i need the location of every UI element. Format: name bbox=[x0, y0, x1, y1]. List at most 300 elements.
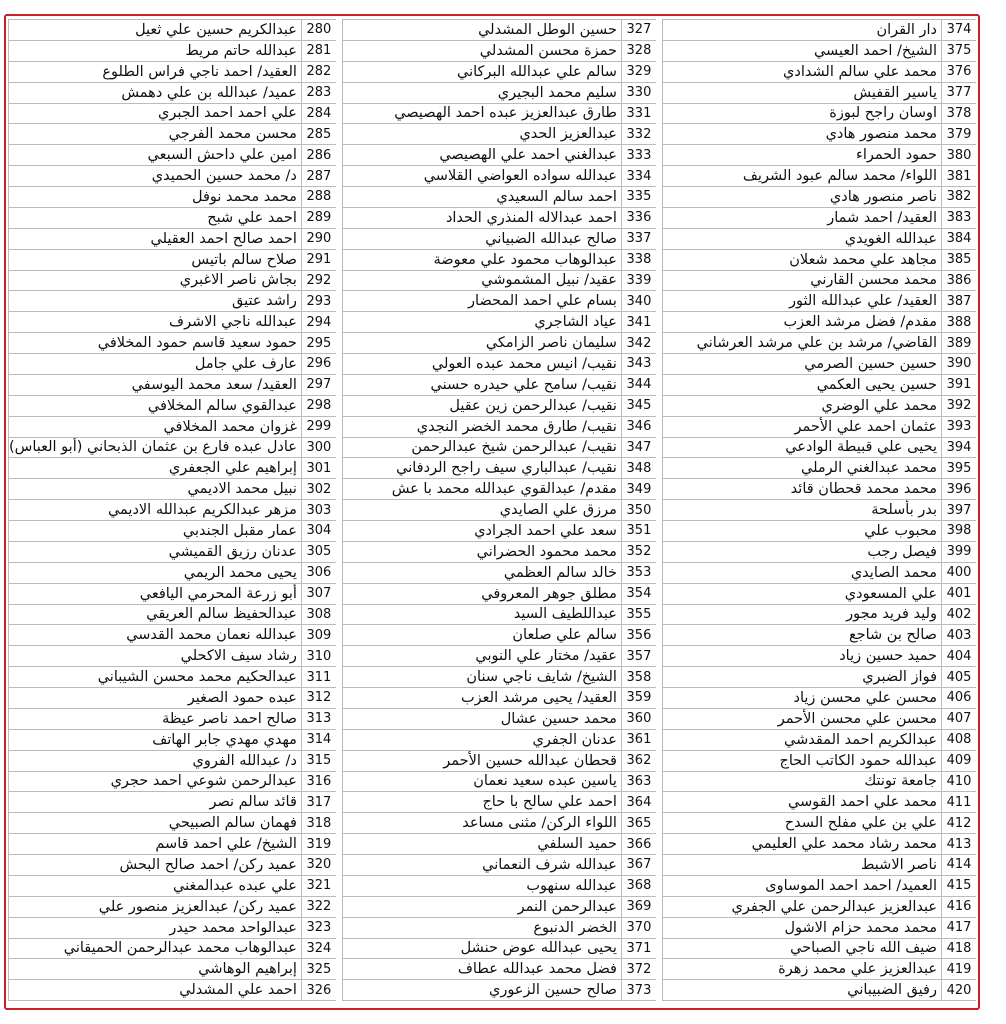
table-row bbox=[342, 563, 656, 584]
row-name: عقيد/ مختار علي النوبي bbox=[342, 646, 621, 666]
row-name: صالح بن شاجع bbox=[662, 625, 941, 645]
row-number: 416 bbox=[941, 897, 976, 917]
row-name: مجاهد علي محمد شعلان bbox=[662, 250, 941, 270]
row-number: 390 bbox=[941, 354, 976, 374]
table-row bbox=[8, 751, 336, 772]
row-name: عبدالقوي سالم المخلافي bbox=[8, 396, 301, 416]
table-row bbox=[342, 291, 656, 312]
table-row bbox=[662, 646, 976, 667]
row-name: عدنان رزيق القميشي bbox=[8, 542, 301, 562]
table-row bbox=[342, 792, 656, 813]
table-column bbox=[8, 19, 336, 1001]
table-row bbox=[8, 354, 336, 375]
row-name: عبدالله نعمان محمد القدسي bbox=[8, 625, 301, 645]
row-number: 353 bbox=[621, 563, 656, 583]
row-name: العقيد/ احمد شمار bbox=[662, 208, 941, 228]
row-name: صلاح سالم باتيس bbox=[8, 250, 301, 270]
row-number: 325 bbox=[301, 959, 336, 979]
table-row bbox=[8, 271, 336, 292]
row-number: 387 bbox=[941, 291, 976, 311]
table-row bbox=[342, 458, 656, 479]
row-name: مقدم/ فضل مرشد العزب bbox=[662, 312, 941, 332]
row-number: 384 bbox=[941, 229, 976, 249]
row-name: محمد عبدالغني الرملي bbox=[662, 458, 941, 478]
row-number: 302 bbox=[301, 479, 336, 499]
row-number: 326 bbox=[301, 980, 336, 1000]
table-row bbox=[662, 333, 976, 354]
table-row bbox=[342, 145, 656, 166]
row-number: 355 bbox=[621, 605, 656, 625]
table-row bbox=[8, 542, 336, 563]
row-name: عبدالله سنهوب bbox=[342, 876, 621, 896]
row-number: 361 bbox=[621, 730, 656, 750]
table-row bbox=[662, 688, 976, 709]
row-name: الشيخ/ شايف ناجي سنان bbox=[342, 667, 621, 687]
row-number: 391 bbox=[941, 375, 976, 395]
row-number: 307 bbox=[301, 584, 336, 604]
row-name: عبدالله ناجي الاشرف bbox=[8, 312, 301, 332]
row-number: 362 bbox=[621, 751, 656, 771]
row-name: محسن علي محسن زياد bbox=[662, 688, 941, 708]
table-row bbox=[662, 521, 976, 542]
row-name: محمد رشاد محمد علي العليمي bbox=[662, 834, 941, 854]
table-row bbox=[342, 542, 656, 563]
table-row bbox=[8, 417, 336, 438]
row-number: 290 bbox=[301, 229, 336, 249]
table-row bbox=[8, 834, 336, 855]
table-column bbox=[342, 19, 656, 1001]
table-row bbox=[8, 792, 336, 813]
table-row bbox=[662, 542, 976, 563]
row-name: علي عبده عبدالمغني bbox=[8, 876, 301, 896]
row-name: ياسين عبده سعيد نعمان bbox=[342, 772, 621, 792]
row-name: الخضر الدنبوع bbox=[342, 918, 621, 938]
row-number: 398 bbox=[941, 521, 976, 541]
table-row bbox=[342, 479, 656, 500]
table-row bbox=[662, 709, 976, 730]
table-row bbox=[342, 187, 656, 208]
row-name: محمد محمد قحطان قائد bbox=[662, 479, 941, 499]
row-name: اللواء الركن/ مثنى مساعد bbox=[342, 813, 621, 833]
row-name: سليمان ناصر الزامكي bbox=[342, 333, 621, 353]
table-row bbox=[662, 834, 976, 855]
row-number: 306 bbox=[301, 563, 336, 583]
row-name: حمزة محسن المشدلي bbox=[342, 41, 621, 61]
row-number: 314 bbox=[301, 730, 336, 750]
table-row bbox=[662, 751, 976, 772]
row-name: محمد علي سالم الشدادي bbox=[662, 62, 941, 82]
table-row bbox=[8, 959, 336, 980]
row-number: 392 bbox=[941, 396, 976, 416]
row-number: 316 bbox=[301, 772, 336, 792]
row-name: عدنان الجفري bbox=[342, 730, 621, 750]
table-row bbox=[342, 62, 656, 83]
table-row bbox=[662, 124, 976, 145]
row-name: حسين حسين الصرمي bbox=[662, 354, 941, 374]
table-row bbox=[662, 396, 976, 417]
row-number: 321 bbox=[301, 876, 336, 896]
row-name: صالح احمد ناصر عيظة bbox=[8, 709, 301, 729]
row-name: عبدالله شرف النعماني bbox=[342, 855, 621, 875]
row-name: عميد ركن/ احمد صالح البحش bbox=[8, 855, 301, 875]
row-number: 357 bbox=[621, 646, 656, 666]
table-row bbox=[662, 187, 976, 208]
row-name: دار القران bbox=[662, 20, 941, 40]
row-number: 399 bbox=[941, 542, 976, 562]
table-row bbox=[662, 458, 976, 479]
row-name: ناصر منصور هادي bbox=[662, 187, 941, 207]
row-name: علي احمد احمد الجبري bbox=[8, 104, 301, 124]
table-row bbox=[8, 208, 336, 229]
row-name: وليد فريد مجور bbox=[662, 605, 941, 625]
row-name: عبدالوهاب محمد عبدالرحمن الحميقاني bbox=[8, 939, 301, 959]
row-number: 309 bbox=[301, 625, 336, 645]
table-row bbox=[8, 396, 336, 417]
row-name: سالم علي صلعان bbox=[342, 625, 621, 645]
row-name: مهدي مهدي جابر الهاتف bbox=[8, 730, 301, 750]
table-row bbox=[8, 166, 336, 187]
table-row bbox=[342, 333, 656, 354]
table-row bbox=[662, 145, 976, 166]
row-name: القاضي/ مرشد بن علي مرشد العرشاني bbox=[662, 333, 941, 353]
table-row bbox=[8, 375, 336, 396]
row-number: 284 bbox=[301, 104, 336, 124]
row-number: 404 bbox=[941, 646, 976, 666]
row-name: قحطان عبدالله حسين الأحمر bbox=[342, 751, 621, 771]
table-row bbox=[342, 918, 656, 939]
row-number: 364 bbox=[621, 792, 656, 812]
row-name: نبيل محمد الاديمي bbox=[8, 479, 301, 499]
table-column bbox=[662, 19, 976, 1001]
table-row bbox=[8, 438, 336, 459]
table-row bbox=[342, 500, 656, 521]
row-name: عثمان احمد علي الأحمر bbox=[662, 417, 941, 437]
row-name: الشيخ/ علي احمد قاسم bbox=[8, 834, 301, 854]
row-number: 308 bbox=[301, 605, 336, 625]
table-row bbox=[662, 959, 976, 980]
row-number: 322 bbox=[301, 897, 336, 917]
row-number: 408 bbox=[941, 730, 976, 750]
table-row bbox=[8, 62, 336, 83]
row-number: 335 bbox=[621, 187, 656, 207]
table-row bbox=[342, 772, 656, 793]
row-name: فواز الضبري bbox=[662, 667, 941, 687]
table-row bbox=[8, 876, 336, 897]
row-name: محمد محمود الحضراني bbox=[342, 542, 621, 562]
row-number: 378 bbox=[941, 104, 976, 124]
table-row bbox=[8, 83, 336, 104]
row-number: 295 bbox=[301, 333, 336, 353]
row-name: عياد الشاجري bbox=[342, 312, 621, 332]
row-name: نقيب/ عبدالرحمن زين عقيل bbox=[342, 396, 621, 416]
table-row bbox=[8, 104, 336, 125]
table-row bbox=[8, 730, 336, 751]
row-name: غزوان محمد المخلافي bbox=[8, 417, 301, 437]
row-name: عادل عبده فارع بن عثمان الذبحاني (أبو العباس) bbox=[8, 438, 301, 458]
table-row bbox=[8, 563, 336, 584]
table-row bbox=[342, 375, 656, 396]
row-number: 376 bbox=[941, 62, 976, 82]
row-number: 412 bbox=[941, 813, 976, 833]
row-name: احمد عبدالاله المنذري الحداد bbox=[342, 208, 621, 228]
row-name: محمد الصايدي bbox=[662, 563, 941, 583]
row-name: عبدالله حاتم مريط bbox=[8, 41, 301, 61]
table-row bbox=[342, 959, 656, 980]
table-row bbox=[8, 41, 336, 62]
row-name: يحيى علي قبيطة الوادعي bbox=[662, 438, 941, 458]
row-number: 374 bbox=[941, 20, 976, 40]
table-row bbox=[342, 646, 656, 667]
row-number: 331 bbox=[621, 104, 656, 124]
row-name: عبدالله سواده العواضي القلاسي bbox=[342, 166, 621, 186]
table-row bbox=[8, 772, 336, 793]
row-name: صالح حسين الزعوري bbox=[342, 980, 621, 1000]
row-number: 281 bbox=[301, 41, 336, 61]
row-name: عبدالعزيز عبدالرحمن علي الجفري bbox=[662, 897, 941, 917]
row-number: 292 bbox=[301, 271, 336, 291]
row-name: سليم محمد البجيري bbox=[342, 83, 621, 103]
row-number: 397 bbox=[941, 500, 976, 520]
row-number: 365 bbox=[621, 813, 656, 833]
row-name: مرزق علي الصايدي bbox=[342, 500, 621, 520]
row-name: عبدالعزيز علي محمد زهرة bbox=[662, 959, 941, 979]
table-row bbox=[8, 312, 336, 333]
row-number: 315 bbox=[301, 751, 336, 771]
row-number: 350 bbox=[621, 500, 656, 520]
row-number: 310 bbox=[301, 646, 336, 666]
row-name: العقيد/ سعد محمد اليوسفي bbox=[8, 375, 301, 395]
row-number: 347 bbox=[621, 438, 656, 458]
table-row bbox=[662, 83, 976, 104]
row-number: 403 bbox=[941, 625, 976, 645]
table-row bbox=[662, 166, 976, 187]
row-name: عقيد/ نبيل المشموشي bbox=[342, 271, 621, 291]
row-name: محسن علي محسن الأحمر bbox=[662, 709, 941, 729]
table-row bbox=[342, 688, 656, 709]
row-name: عميد ركن/ عبدالعزيز منصور علي bbox=[8, 897, 301, 917]
row-number: 420 bbox=[941, 980, 976, 1000]
table-row bbox=[662, 250, 976, 271]
row-number: 370 bbox=[621, 918, 656, 938]
row-name: عارف علي جامل bbox=[8, 354, 301, 374]
row-name: عبدالغني احمد علي الهصيصي bbox=[342, 145, 621, 165]
table-row bbox=[662, 876, 976, 897]
table-row bbox=[342, 709, 656, 730]
table-row bbox=[342, 751, 656, 772]
row-number: 417 bbox=[941, 918, 976, 938]
row-number: 346 bbox=[621, 417, 656, 437]
table-row bbox=[8, 124, 336, 145]
row-number: 386 bbox=[941, 271, 976, 291]
row-name: حمود سعيد قاسم حمود المخلافي bbox=[8, 333, 301, 353]
row-number: 289 bbox=[301, 208, 336, 228]
row-number: 380 bbox=[941, 145, 976, 165]
row-name: نقيب/ عبدالباري سيف راجح الردفاني bbox=[342, 458, 621, 478]
row-number: 330 bbox=[621, 83, 656, 103]
row-number: 389 bbox=[941, 333, 976, 353]
row-number: 395 bbox=[941, 458, 976, 478]
table-row bbox=[8, 918, 336, 939]
row-name: بدر بأسلحة bbox=[662, 500, 941, 520]
row-number: 333 bbox=[621, 145, 656, 165]
table-row bbox=[662, 354, 976, 375]
row-number: 405 bbox=[941, 667, 976, 687]
row-number: 354 bbox=[621, 584, 656, 604]
row-name: قائد سالم نصر bbox=[8, 792, 301, 812]
row-name: احمد علي المشدلي bbox=[8, 980, 301, 1000]
row-number: 373 bbox=[621, 980, 656, 1000]
row-number: 296 bbox=[301, 354, 336, 374]
row-name: ياسير القفيش bbox=[662, 83, 941, 103]
row-number: 317 bbox=[301, 792, 336, 812]
table-row bbox=[662, 291, 976, 312]
row-number: 343 bbox=[621, 354, 656, 374]
row-name: محمد علي الوضري bbox=[662, 396, 941, 416]
row-number: 351 bbox=[621, 521, 656, 541]
row-name: عمار مقبل الجندبي bbox=[8, 521, 301, 541]
row-number: 324 bbox=[301, 939, 336, 959]
row-number: 280 bbox=[301, 20, 336, 40]
row-name: نقيب/ عبدالرحمن شيخ عبدالرحمن bbox=[342, 438, 621, 458]
row-number: 383 bbox=[941, 208, 976, 228]
row-number: 342 bbox=[621, 333, 656, 353]
table-row bbox=[662, 271, 976, 292]
row-number: 379 bbox=[941, 124, 976, 144]
row-number: 366 bbox=[621, 834, 656, 854]
table-row bbox=[662, 438, 976, 459]
row-name: عبدالله حمود الكاتب الحاج bbox=[662, 751, 941, 771]
row-number: 414 bbox=[941, 855, 976, 875]
row-number: 285 bbox=[301, 124, 336, 144]
table-row bbox=[342, 124, 656, 145]
row-name: العقيد/ علي عبدالله الثور bbox=[662, 291, 941, 311]
row-number: 371 bbox=[621, 939, 656, 959]
row-name: محبوب علي bbox=[662, 521, 941, 541]
row-number: 385 bbox=[941, 250, 976, 270]
table-row bbox=[342, 605, 656, 626]
row-number: 400 bbox=[941, 563, 976, 583]
table-row bbox=[342, 980, 656, 1001]
row-name: د/ عبدالله الفروي bbox=[8, 751, 301, 771]
row-number: 337 bbox=[621, 229, 656, 249]
table-row bbox=[8, 584, 336, 605]
table-row bbox=[342, 104, 656, 125]
row-number: 303 bbox=[301, 500, 336, 520]
row-number: 299 bbox=[301, 417, 336, 437]
row-number: 368 bbox=[621, 876, 656, 896]
table-row bbox=[342, 166, 656, 187]
table-row bbox=[662, 563, 976, 584]
row-name: عبدالرحمن النمر bbox=[342, 897, 621, 917]
row-name: محمد محمد حزام الاشول bbox=[662, 918, 941, 938]
row-name: محسن محمد الفرجي bbox=[8, 124, 301, 144]
table-row bbox=[662, 375, 976, 396]
table-row bbox=[8, 625, 336, 646]
row-number: 291 bbox=[301, 250, 336, 270]
row-number: 305 bbox=[301, 542, 336, 562]
table-row bbox=[8, 646, 336, 667]
table-row bbox=[662, 855, 976, 876]
table-row bbox=[8, 939, 336, 960]
row-name: إبراهيم علي الجعفري bbox=[8, 458, 301, 478]
table-row bbox=[342, 208, 656, 229]
table-row bbox=[662, 20, 976, 41]
row-name: علي بن علي مفلح السدح bbox=[662, 813, 941, 833]
table-row bbox=[8, 667, 336, 688]
row-name: اوسان راجح لبوزة bbox=[662, 104, 941, 124]
table-row bbox=[342, 438, 656, 459]
table-row bbox=[342, 354, 656, 375]
table-row bbox=[8, 458, 336, 479]
row-name: محمد محمد نوفل bbox=[8, 187, 301, 207]
row-number: 406 bbox=[941, 688, 976, 708]
row-name: عبدالحكيم محمد محسن الشيباني bbox=[8, 667, 301, 687]
row-name: أبو زرعة المحرمي اليافعي bbox=[8, 584, 301, 604]
row-number: 311 bbox=[301, 667, 336, 687]
row-number: 339 bbox=[621, 271, 656, 291]
table-row bbox=[342, 730, 656, 751]
row-number: 396 bbox=[941, 479, 976, 499]
row-number: 298 bbox=[301, 396, 336, 416]
table-row bbox=[8, 980, 336, 1001]
table-row bbox=[342, 897, 656, 918]
row-number: 332 bbox=[621, 124, 656, 144]
row-number: 312 bbox=[301, 688, 336, 708]
row-name: عبدالرحمن شوعي احمد حجري bbox=[8, 772, 301, 792]
row-number: 375 bbox=[941, 41, 976, 61]
table-row bbox=[8, 897, 336, 918]
table-row bbox=[662, 62, 976, 83]
row-name: مطلق جوهر المعروفي bbox=[342, 584, 621, 604]
table-row bbox=[662, 980, 976, 1001]
row-name: محمد علي احمد القوسي bbox=[662, 792, 941, 812]
row-number: 336 bbox=[621, 208, 656, 228]
row-number: 377 bbox=[941, 83, 976, 103]
row-name: عبدالوهاب محمود علي معوضة bbox=[342, 250, 621, 270]
table-row bbox=[8, 813, 336, 834]
row-name: طارق عبدالعزيز عبده احمد الهصيصي bbox=[342, 104, 621, 124]
row-number: 381 bbox=[941, 166, 976, 186]
row-name: بجاش ناصر الاغبري bbox=[8, 271, 301, 291]
row-name: فهمان سالم الصبيحي bbox=[8, 813, 301, 833]
row-name: عبدالواحد محمد حيدر bbox=[8, 918, 301, 938]
row-name: يحيى محمد الريمي bbox=[8, 563, 301, 583]
row-name: إبراهيم الوهاشي bbox=[8, 959, 301, 979]
row-name: سعد علي احمد الجرادي bbox=[342, 521, 621, 541]
table-row bbox=[662, 918, 976, 939]
table-row bbox=[342, 41, 656, 62]
row-number: 359 bbox=[621, 688, 656, 708]
row-name: نقيب/ انيس محمد عبده العولي bbox=[342, 354, 621, 374]
row-name: احمد صالح احمد العقيلي bbox=[8, 229, 301, 249]
table-row bbox=[662, 584, 976, 605]
table-row bbox=[662, 41, 976, 62]
row-number: 419 bbox=[941, 959, 976, 979]
table-row bbox=[662, 208, 976, 229]
row-name: مزهر عبدالكريم عبدالله الاديمي bbox=[8, 500, 301, 520]
row-name: راشد عتيق bbox=[8, 291, 301, 311]
table-row bbox=[342, 939, 656, 960]
row-number: 356 bbox=[621, 625, 656, 645]
row-number: 323 bbox=[301, 918, 336, 938]
table-row bbox=[342, 229, 656, 250]
table-row bbox=[662, 605, 976, 626]
row-number: 334 bbox=[621, 166, 656, 186]
row-number: 294 bbox=[301, 312, 336, 332]
row-number: 319 bbox=[301, 834, 336, 854]
table-row bbox=[8, 688, 336, 709]
row-name: العقيد/ يحيى مرشد العزب bbox=[342, 688, 621, 708]
